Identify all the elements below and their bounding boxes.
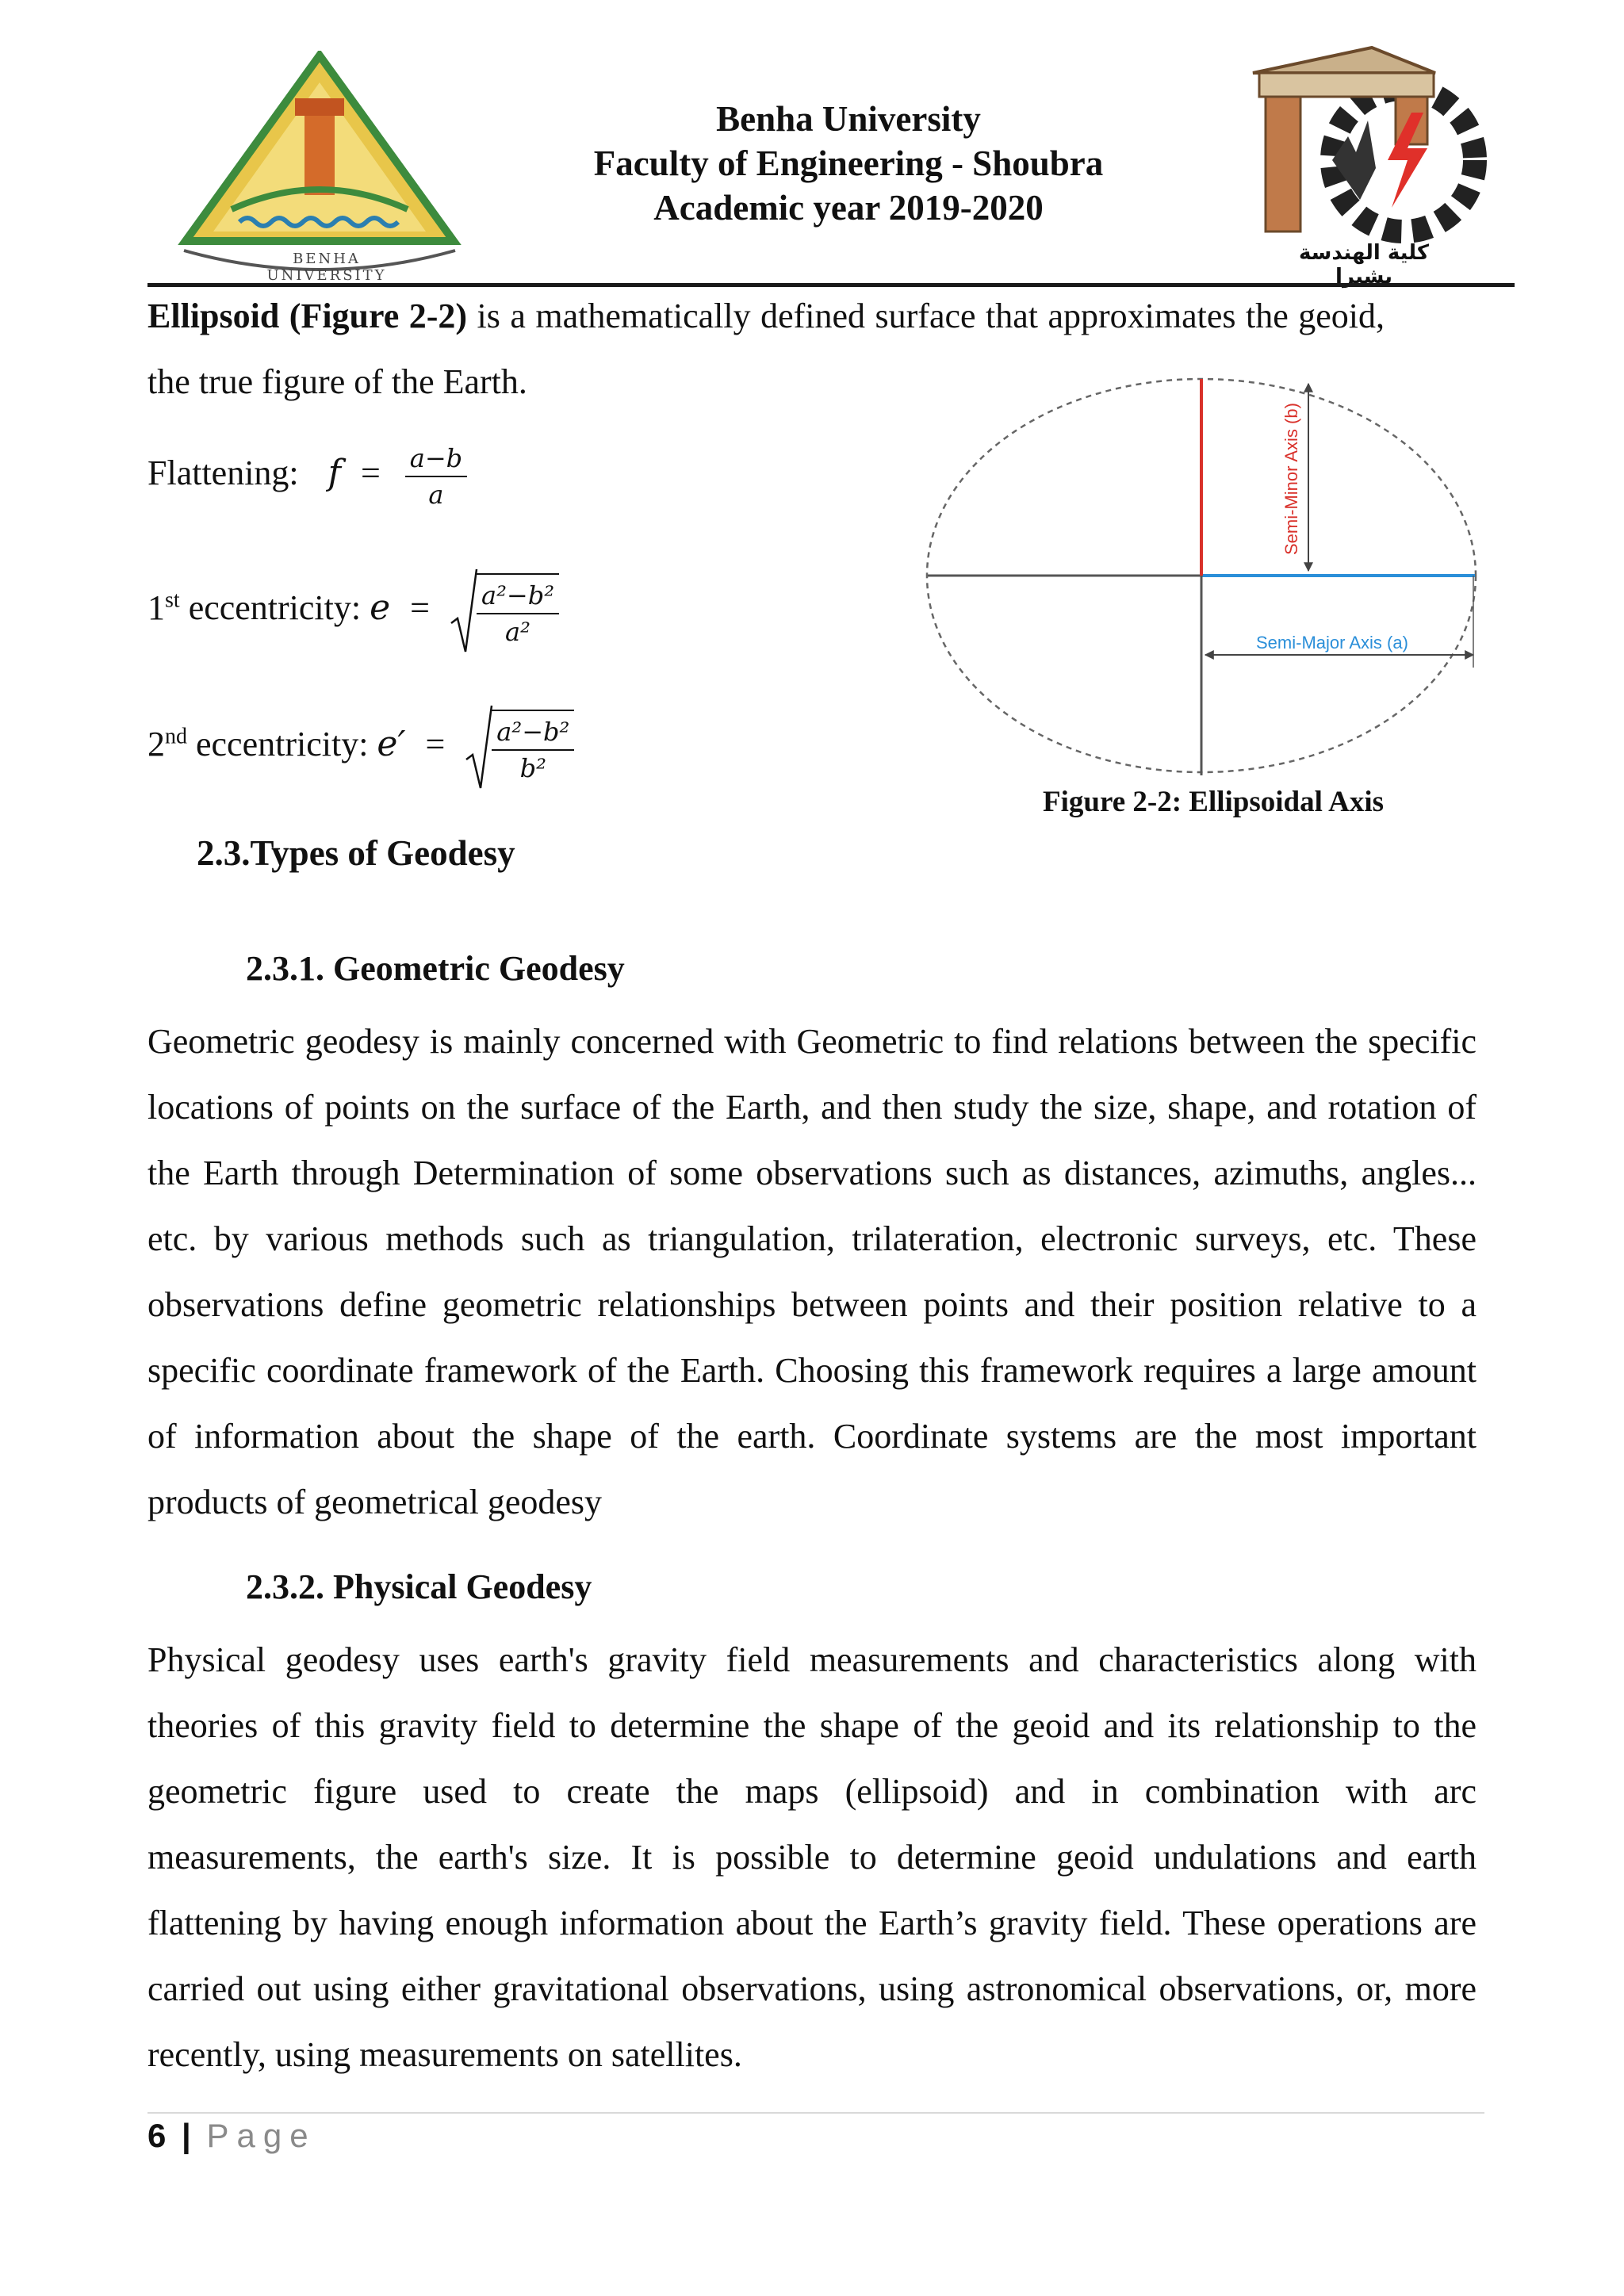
ecc1-symbol: e — [370, 587, 391, 629]
flattening-fraction — [405, 441, 467, 512]
university-name: Benha University — [716, 99, 981, 139]
ecc2-fraction — [492, 710, 574, 786]
fraction-denominator: a² — [505, 617, 530, 647]
footer-separator: | — [182, 2117, 191, 2154]
ecc1-label: eccentricity: — [179, 588, 370, 628]
footer-divider — [147, 2112, 1484, 2114]
second-eccentricity-formula — [147, 704, 579, 791]
faculty-logo — [1237, 41, 1491, 289]
geometric-geodesy-heading: 2.3.1. Geometric Geodesy — [246, 949, 625, 988]
ecc2-symbol: e′ — [377, 724, 406, 765]
faculty-logo-icon — [1237, 41, 1491, 247]
fraction-numerator: a−b — [405, 441, 467, 477]
ecc2-label: eccentricity: — [187, 725, 377, 764]
equals-sign: = — [360, 453, 381, 493]
fraction-numerator: a²−b² — [477, 578, 559, 614]
ecc2-prefix: 2 — [147, 725, 165, 764]
ecc1-sqrt — [450, 568, 564, 655]
fraction-denominator: b² — [519, 753, 546, 783]
figure-caption: Figure 2-2: Ellipsoidal Axis — [1042, 786, 1385, 818]
fraction-denominator: a — [428, 480, 444, 510]
flattening-formula — [147, 441, 472, 512]
ellipse-diagram — [920, 373, 1491, 785]
ecc2-sqrt — [465, 704, 579, 791]
ecc1-superscript: st — [165, 587, 180, 613]
page-number: 6 — [147, 2117, 167, 2154]
university-logo — [176, 51, 463, 284]
ellipsoid-figure — [920, 373, 1491, 785]
fraction-numerator: a²−b² — [492, 714, 574, 751]
equals-sign: = — [410, 588, 430, 628]
flattening-label: Flattening: — [147, 453, 299, 493]
flattening-symbol: f — [327, 453, 341, 494]
faculty-logo-text: كلية الهندسة بشبرا — [1299, 241, 1429, 289]
header-block — [444, 97, 1253, 230]
minor-axis-label: Semi-Minor Axis (b) — [1281, 403, 1301, 555]
page-label: Page — [206, 2117, 316, 2154]
ecc1-prefix: 1 — [147, 588, 165, 628]
faculty-name: Faculty of Engineering - Shoubra — [593, 144, 1104, 183]
intro-text: is a mathematically defined surface that approximates the geoid, the true figure of the Earth. — [147, 297, 1385, 401]
sqrt-sign-icon — [465, 704, 493, 791]
equals-sign: = — [425, 725, 446, 764]
ecc2-superscript: nd — [165, 724, 187, 749]
page-footer — [147, 2117, 316, 2155]
physical-geodesy-heading: 2.3.2. Physical Geodesy — [246, 1567, 592, 1606]
ellipsoid-term: Ellipsoid (Figure 2-2) — [147, 297, 468, 335]
ecc1-fraction — [477, 573, 559, 649]
first-eccentricity-formula — [147, 568, 564, 655]
major-axis-label: Semi-Major Axis (a) — [1256, 633, 1408, 652]
university-logo-icon — [176, 51, 463, 281]
sqrt-sign-icon — [450, 568, 478, 655]
geometric-geodesy-paragraph: Geometric geodesy is mainly concerned with Geometric to find relations between the specific locations of points on the surface of the Earth, and then study the size, shape, and rotation of the Earth through Determination of some observations such as distances, azimuths, angles... etc. by various methods such as triangulation, trilateration, electronic surveys, etc. These observations define geometric relationships between points and their position relative to a specific coordinate framework of the Earth. Choosing this framework requires a large amount of information about the shape of the earth. Coordinate systems are the most important products of geometrical geodesy — [147, 1022, 1477, 1521]
physical-geodesy-paragraph: Physical geodesy uses earth's gravity field measurements and characteristics along with theories of this gravity field to determine the shape of the geoid and its relationship to the geometric figure used to create the maps (ellipsoid) and in combination with arc measurements, the earth's size. It is possible to determine geoid undulations and earth flattening by having enough information about the Earth’s gravity field. These operations are carried out using either gravitational observations, using astronomical observations, or, more recently, using measurements on satellites. — [147, 1640, 1477, 2074]
section-heading: 2.3.Types of Geodesy — [197, 833, 515, 873]
university-logo-text: BENHA UNIVERSITY — [266, 251, 387, 284]
academic-year: Academic year 2019-2020 — [653, 188, 1044, 228]
